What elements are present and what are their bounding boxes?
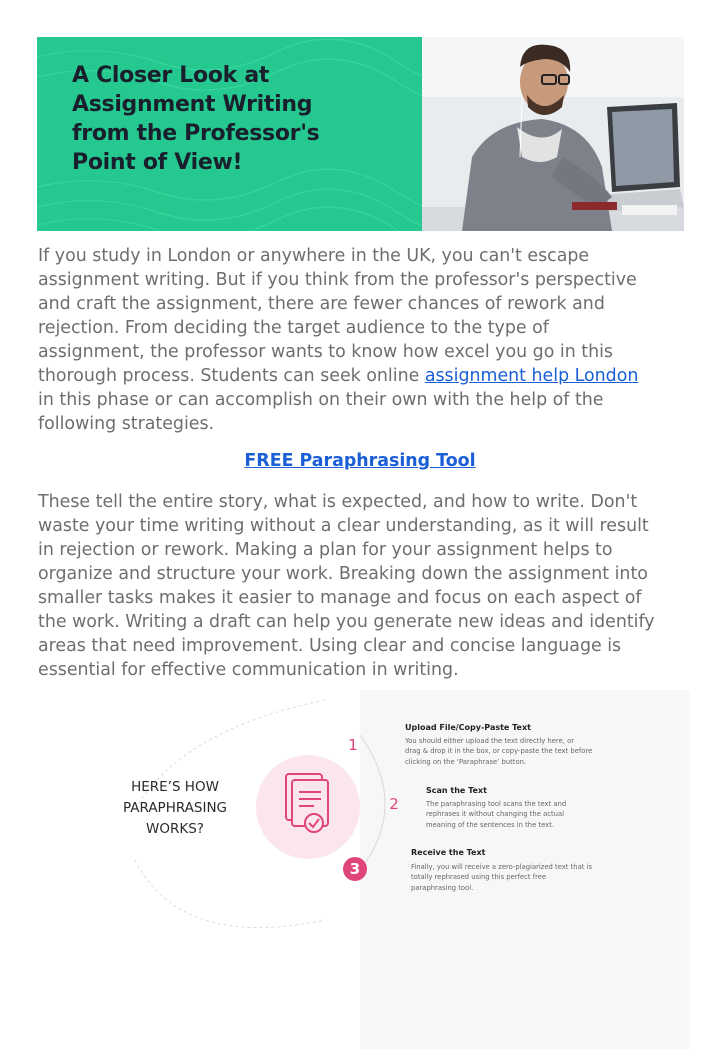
paragraph-line: in rejection or rework. Making a plan for your assignment helps to [38, 540, 613, 560]
hero-banner [37, 37, 684, 231]
desc-line: You should either upload the text directly here, or [405, 737, 575, 745]
paragraph-line: in this phase or can accomplish on their own with the help of the [38, 390, 604, 410]
step-number-2: 2 [389, 795, 399, 813]
banner-title-line: from the Professor's [72, 121, 320, 146]
paragraph-line: essential for effective communication in writing. [38, 660, 459, 680]
title-line: PARAPHRASING [122, 800, 228, 816]
desc-line: drag & drop it in the box, or copy-paste the text before [405, 747, 593, 756]
document-check-icon [286, 774, 328, 832]
desc-line: rephrases it without changing the actual [426, 810, 565, 819]
banner-title-line: A Closer Look at [72, 63, 270, 88]
how-it-works-title [90, 777, 260, 840]
desc-line: clicking on the ‘Paraphrase’ button. [405, 757, 527, 766]
banner-title [72, 61, 392, 177]
paragraph-line: areas that need improvement. Using clear and concise language is [38, 636, 622, 656]
paragraph-line: assignment, the professor wants to know how excel you go in this [38, 342, 613, 362]
man-at-laptop-photo [422, 37, 684, 231]
title-line: WORKS? [146, 821, 204, 837]
desc-line: Finally, you will receive a zero-plagiarized text that is [411, 863, 592, 871]
paragraph-line: rejection. From deciding the target audience to the type of [38, 318, 549, 338]
paragraph-line: assignment writing. But if you think from the professor's perspective [38, 270, 637, 290]
paragraph-line: waste your time writing without a clear understanding, as it will result [38, 516, 649, 536]
paraphrasing-infographic [90, 690, 650, 1035]
step-title-2: Scan the Text [426, 786, 487, 795]
paragraph-line: smaller tasks makes it easier to manage and focus on each aspect of [38, 588, 642, 608]
step-number-1: 1 [348, 736, 358, 754]
intro-paragraph [38, 244, 688, 436]
paragraph-text: thorough process. Students can seek online [38, 366, 425, 386]
desc-line: The paraphrasing tool scans the text and [426, 800, 567, 808]
step-title-1: Upload File/Copy-Paste Text [405, 723, 531, 732]
step-title-3: Receive the Text [411, 848, 486, 857]
desc-line: totally rephrased using this perfect free [411, 873, 547, 882]
step-desc-2 [426, 799, 566, 830]
banner-title-line: Assignment Writing [72, 92, 313, 117]
paragraph-line: the work. Writing a draft can help you generate new ideas and identify [38, 612, 655, 632]
paragraph-line: These tell the entire story, what is expected, and how to write. Don't [38, 492, 638, 512]
desc-line: meaning of the sentences in the text. [426, 820, 555, 829]
banner-title-line: Point of View! [72, 150, 243, 175]
step-desc-1 [405, 736, 592, 767]
step-desc-3 [411, 862, 592, 893]
assignment-help-link[interactable]: assignment help London [424, 366, 639, 386]
paragraph-line: following strategies. [38, 414, 215, 434]
paragraph-line-with-link [38, 364, 688, 388]
paragraph-line: organize and structure your work. Breaking down the assignment into [38, 564, 648, 584]
free-paraphrasing-tool-link[interactable]: FREE Paraphrasing Tool [244, 451, 476, 471]
title-line: HERE’S HOW [131, 779, 219, 795]
step-number-3: 3 [343, 857, 367, 881]
desc-line: paraphrasing tool. [411, 883, 474, 892]
paragraph-line: and craft the assignment, there are fewer chances of rework and [38, 294, 605, 314]
paragraph-line: If you study in London or anywhere in the UK, you can't escape [38, 246, 590, 266]
body-paragraph [38, 490, 688, 682]
